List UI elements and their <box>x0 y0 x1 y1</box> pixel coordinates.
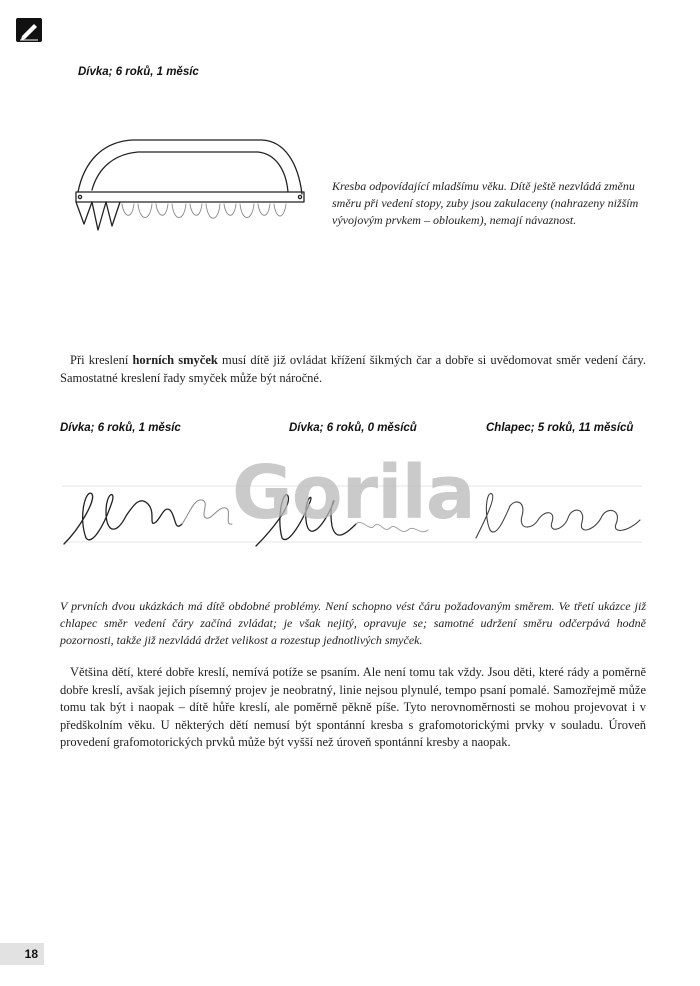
watermark: Gorila <box>232 450 475 536</box>
page-number: 18 <box>0 943 44 965</box>
figure-caption-loops-1: Dívka; 6 roků, 1 měsíc <box>60 422 181 434</box>
pen-logo-icon <box>16 18 42 42</box>
figure-caption-loops-3: Chlapec; 5 roků, 11 měsíců <box>486 422 634 434</box>
saw-drawing <box>62 132 317 242</box>
bold-term: horních smyček <box>132 353 218 367</box>
figure-caption-saw: Dívka; 6 roků, 1 měsíc <box>78 66 199 78</box>
figure-caption-loops-2: Dívka; 6 roků, 0 měsíců <box>289 422 417 434</box>
loops-description: V prvních dvou ukázkách má dítě obdobné problémy. Není schopno vést čáru požadovaným směrem. Ve třetí ukázce již chlapec směr vedení čáry začíná zvládat; je však nejitý, opravuje se; samotné udržení směru odčerpává hodně pozornosti, takže již nezvládá držet velikost a rozestup jednotlivých smyček. <box>60 599 646 647</box>
saw-description: Kresba odpovídající mladšímu věku. Dítě ještě nezvládá změnu směru při vedení stopy, zuby jsou zakulaceny (nahrazeny nižším vývojovým prvkem – obloukem), nemají návaznost. <box>332 179 639 227</box>
loops-paragraph: Při kreslení horních smyček musí dítě již ovládat křížení šikmých čar a dobře si uvědomovat směr vedení čáry. Samostatné kreslení řady smyček může být náročné. <box>60 353 646 385</box>
writing-paragraph: Většina dětí, které dobře kreslí, nemívá potíže se psaním. Ale není tomu tak vždy. Jsou děti, které rády a poměrně dobře kreslí, avšak jejich písemný projev je neobratný, linie nejsou plynulé, tempo psaní pomalé. Samozřejmě může tomu tak být i naopak – dítě hůře kreslí, ale poměrně pěkně píše. Tyto nerovnoměrnosti se mohou projevovat i v předškolním věku. U některých dětí nemusí být spontánní kresba s grafomotorickými prvky v souladu. Úroveň provedení grafomotorických prvků může být vyšší než úroveň spontánní kresby a naopak. <box>60 665 646 749</box>
